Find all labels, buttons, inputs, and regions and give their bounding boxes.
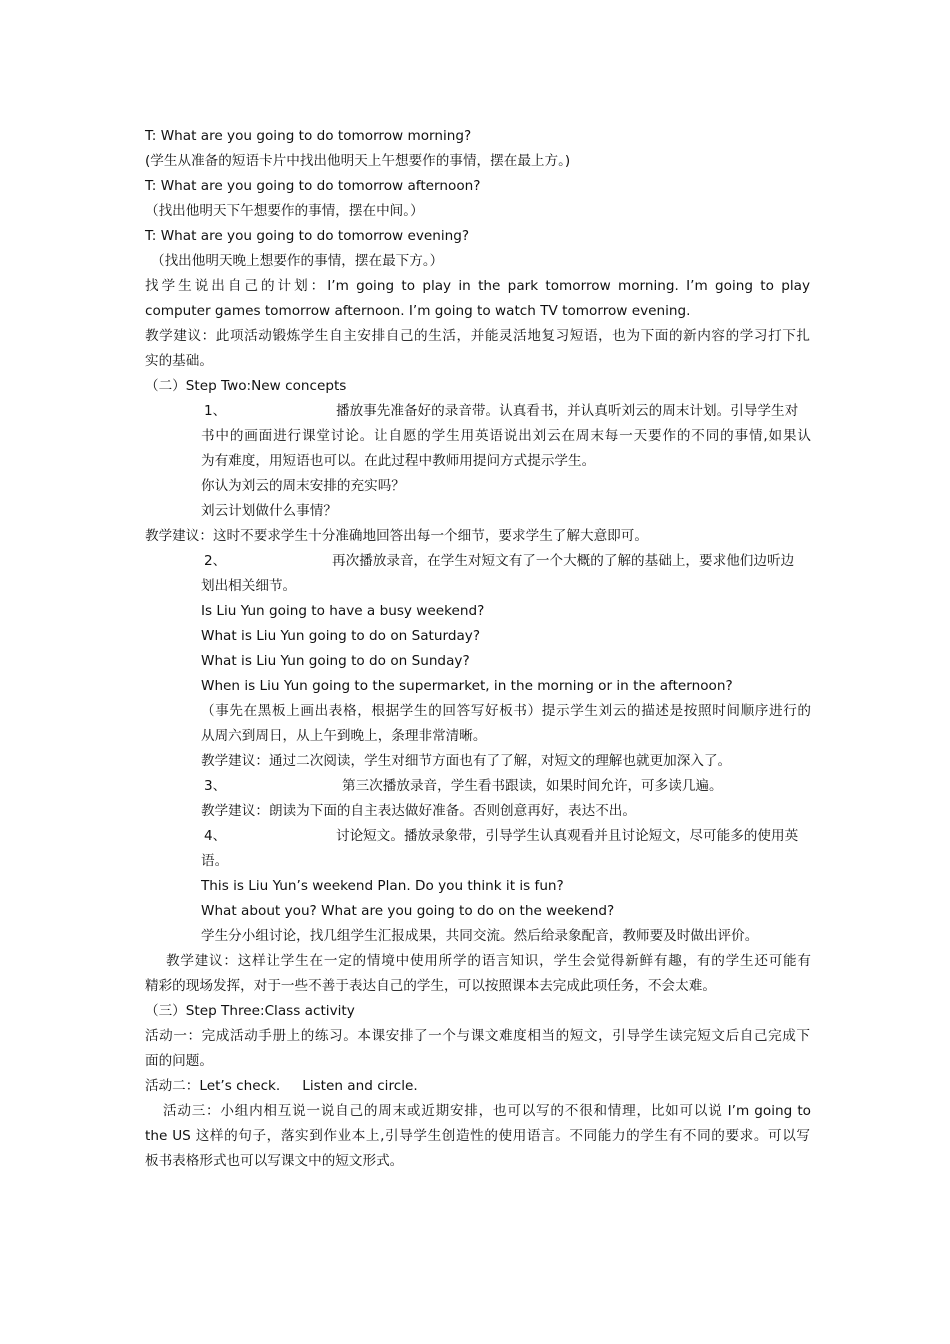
text-line: the US 这样的句子，落实到作业本上,引导学生创造性的使用语言。不同能力的学生有不同的要求。可以写 <box>145 1128 810 1144</box>
step-number: 1、 <box>204 403 227 419</box>
question-line: When is Liu Yun going to the supermarket, in the morning or in the afternoon? <box>201 678 733 694</box>
text-line: T: What are you going to do tomorrow afternoon? <box>145 178 481 194</box>
step-text: 讨论短文。播放录象带，引导学生认真观看并且讨论短文，尽可能多的使用英 <box>336 828 799 844</box>
text-line: （找出他明天下午想要作的事情，摆在中间。） <box>145 203 424 219</box>
question-line: Is Liu Yun going to have a busy weekend? <box>201 603 485 619</box>
step-3-line <box>201 774 811 799</box>
text-line: 精彩的现场发挥，对于一些不善于表达自己的学生，可以按照课本去完成此项任务，不会太难。 <box>145 978 716 994</box>
step-text: 第三次播放录音，学生看书跟读，如果时间允许，可多读几遍。 <box>342 778 723 794</box>
step-text: 播放事先准备好的录音带。认真看书，并认真听刘云的周末计划。引导学生对 <box>336 403 799 419</box>
step-number: 2、 <box>204 553 227 569</box>
text-line: 活动一：完成活动手册上的练习。本课安排了一个与课文难度相当的短文，引导学生读完短文后自己完成下 <box>145 1028 810 1044</box>
text-line: 面的问题。 <box>145 1053 213 1069</box>
text-line: 你认为刘云的周末安排的充实吗？ <box>201 478 405 494</box>
step-text: 再次播放录音，在学生对短文有了一个大概的了解的基础上，要求他们边听边 <box>332 553 795 569</box>
section-heading: （二）Step Two:New concepts <box>145 378 347 394</box>
text-line: 实的基础。 <box>145 353 213 369</box>
step-number: 3、 <box>204 778 227 794</box>
text-line: T: What are you going to do tomorrow evening? <box>145 228 470 244</box>
activity-two-label: 活动二：Let’s check. <box>145 1078 281 1094</box>
text-line: 找学生说出自己的计划：I’m going to play in the park tomorrow morning. I’m going to play <box>145 278 810 294</box>
text-line: （事先在黑板上画出表格，根据学生的回答写好板书）提示学生刘云的描述是按照时间顺序进行的 <box>201 703 811 719</box>
step-2-line <box>201 549 811 574</box>
teaching-tip: 教学建议：这时不要求学生十分准确地回答出每一个细节，要求学生了解大意即可。 <box>145 528 648 544</box>
text-line: 从周六到周日，从上午到晚上，条理非常清晰。 <box>201 728 487 744</box>
text-line: 板书表格形式也可以写课文中的短文形式。 <box>145 1153 404 1169</box>
text-line: 学生分小组讨论，找几组学生汇报成果，共同交流。然后给录象配音，教师要及时做出评价。 <box>201 928 759 944</box>
text-line: T: What are you going to do tomorrow morning? <box>145 128 472 144</box>
step-number: 4、 <box>204 828 227 844</box>
text-line: 划出相关细节。 <box>201 578 297 594</box>
text-line: 为有难度，用短语也可以。在此过程中教师用提问方式提示学生。 <box>201 453 596 469</box>
question-line: This is Liu Yun’s weekend Plan. Do you think it is fun? <box>201 878 564 894</box>
text-line: 语。 <box>201 853 229 869</box>
activity-two-line <box>145 1074 810 1099</box>
text-line: 活动三：小组内相互说一说自己的周末或近期安排，也可以写的不很和情理，比如可以说 I’m going to <box>163 1103 811 1119</box>
question-line: What is Liu Yun going to do on Saturday? <box>201 628 481 644</box>
text-line: computer games tomorrow afternoon. I’m going to watch TV tomorrow evening. <box>145 303 691 319</box>
text-line: 刘云计划做什么事情？ <box>201 503 337 519</box>
text-line: (学生从准备的短语卡片中找出他明天上午想要作的事情，摆在最上方。) <box>145 153 571 169</box>
question-line: What about you? What are you going to do on the weekend? <box>201 903 615 919</box>
teaching-tip: 教学建议：通过二次阅读，学生对细节方面也有了了解，对短文的理解也就更加深入了。 <box>201 753 732 769</box>
teaching-tip: 教学建议：朗读为下面的自主表达做好准备。否则创意再好，表达不出。 <box>201 803 636 819</box>
teaching-tip: 教学建议：这样让学生在一定的情境中使用所学的语言知识，学生会觉得新鲜有趣，有的学生还可能有 <box>166 953 811 969</box>
step-1-line <box>201 399 811 424</box>
text-line: 教学建议：此项活动锻炼学生自主安排自己的生活，并能灵活地复习短语，也为下面的新内容的学习打下扎 <box>145 328 810 344</box>
step-4-line <box>201 824 811 849</box>
text-line: （找出他明天晚上想要作的事情，摆在最下方。） <box>151 253 444 269</box>
text-line: 书中的画面进行课堂讨论。让自愿的学生用英语说出刘云在周末每一天要作的不同的事情,如果认 <box>201 428 811 444</box>
activity-two-text: Listen and circle. <box>302 1078 418 1094</box>
question-line: What is Liu Yun going to do on Sunday? <box>201 653 470 669</box>
section-heading: （三）Step Three:Class activity <box>145 1003 355 1019</box>
